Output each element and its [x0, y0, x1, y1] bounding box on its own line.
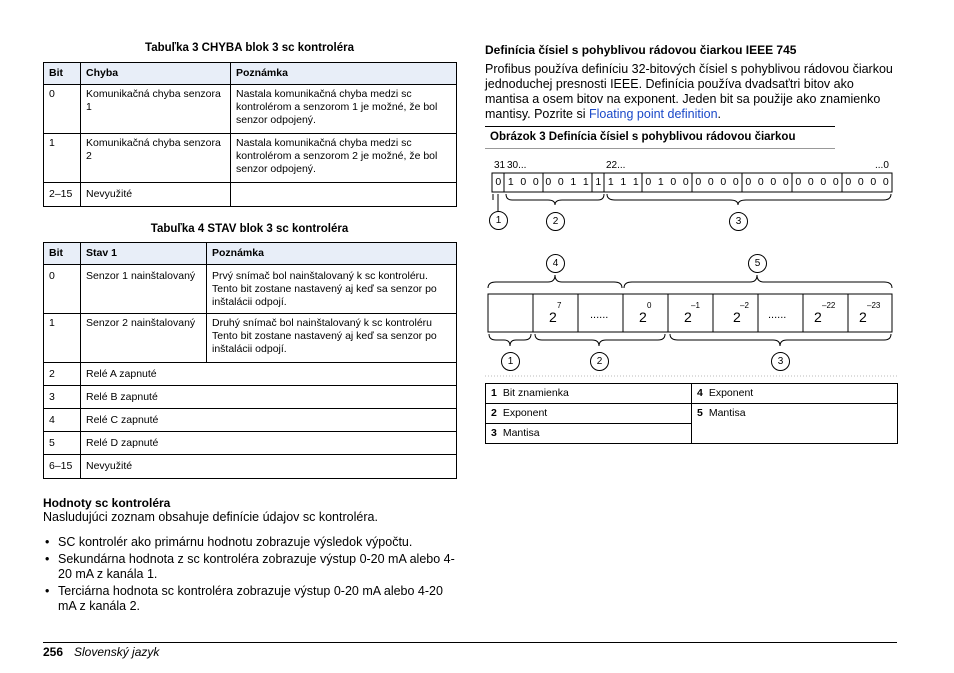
bit-cell: 0 — [832, 176, 839, 188]
callout-3-top: 3 — [729, 212, 748, 231]
values-heading: Hodnoty sc kontroléra — [43, 496, 171, 510]
table-cell: 1 — [44, 134, 81, 183]
callout-2-bottom: 2 — [590, 352, 609, 371]
ellipsis: ...... — [768, 309, 787, 321]
table-cell: 0 — [44, 265, 81, 314]
bit-cell: 0 — [732, 176, 739, 188]
table-cell: Senzor 2 nainštalovaný — [81, 314, 207, 363]
table-header-cell: Poznámka — [207, 243, 457, 265]
page-number: 256 — [43, 645, 64, 659]
legend-row — [486, 404, 898, 424]
bit-cell: 0 — [495, 176, 502, 188]
bit-cell: 0 — [870, 176, 877, 188]
exponent-value: –1 — [691, 301, 700, 310]
bit-cell: 0 — [807, 176, 814, 188]
table-cell: 2–15 — [44, 183, 81, 207]
bit-cell: 0 — [820, 176, 827, 188]
exponent-value: 7 — [557, 301, 562, 310]
table-header-cell: Bit — [44, 63, 81, 85]
bit-cell: 0 — [845, 176, 852, 188]
table-header-cell: Chyba — [81, 63, 231, 85]
ellipsis: ...... — [590, 309, 609, 321]
table-cell: Komunikačná chyba senzora 2 — [81, 134, 231, 183]
bit-cell: 0 — [795, 176, 802, 188]
figure-legend — [485, 383, 898, 444]
table-cell: 3 — [44, 386, 81, 409]
table-cell: 2 — [44, 363, 81, 386]
bit-cell: 0 — [757, 176, 764, 188]
bit-cell: 0 — [695, 176, 702, 188]
table-cell: Relé C zapnuté — [81, 409, 457, 432]
bit-cell: 1 — [595, 176, 602, 188]
table4-caption: Tabuľka 4 STAV blok 3 sc kontroléra — [150, 223, 349, 235]
legend-label: Exponent — [708, 387, 754, 399]
brace-mantissa-top — [607, 194, 891, 205]
table-cell: Relé A zapnuté — [81, 363, 457, 386]
floating-point-link[interactable]: Floating point definition — [588, 107, 718, 121]
bit-cell: 0 — [782, 176, 789, 188]
legend-number: 4 — [697, 387, 703, 399]
power-base: 2 — [639, 309, 647, 325]
bit-cell: 0 — [882, 176, 889, 188]
brace-exponent-top — [506, 194, 604, 205]
bit-cell: 1 — [570, 176, 577, 188]
legend-item — [692, 384, 898, 404]
table-header-cell: Poznámka — [231, 63, 457, 85]
callout-1-bottom: 1 — [501, 352, 520, 371]
legend-label: Mantisa — [708, 407, 746, 419]
table-cell: Nevyužité — [81, 455, 457, 479]
bit-cell: 0 — [720, 176, 727, 188]
table-cell: 6–15 — [44, 455, 81, 479]
bit-label-22: 22... — [606, 160, 626, 171]
list-item: • SC kontrolér ako primárnu hodnotu zobrazuje výsledok výpočtu. — [43, 535, 458, 550]
brace-mantissa-bottom — [670, 334, 891, 346]
bit-cell: 0 — [520, 176, 527, 188]
ieee-body-end: . — [717, 107, 722, 121]
brace-exponent-bottom — [535, 334, 665, 346]
legend-label: Exponent — [502, 407, 548, 419]
legend-number: 1 — [491, 387, 497, 399]
brace-sign-bottom — [489, 334, 531, 346]
table-cell: Nastala komunikačná chyba medzi sc kontrolérom a senzorom 1 je možné, že bol senzor odpojený. — [231, 85, 457, 134]
ieee-body-text: Profibus používa definíciu 32-bitových čísiel s pohyblivou rádovou čiarkou jednoduchej presnosti IEEE. Definícia používa dvadsaťtri bitov ako mantisa a osem bitov na exponent. Jeden bit sa použije ako znamienko mantisy. Pozrite si — [485, 62, 893, 121]
exponent-value: –2 — [740, 301, 749, 310]
bit-label-31: 31 — [494, 160, 506, 171]
table-cell: 4 — [44, 409, 81, 432]
table-cell: Druhý snímač bol nainštalovaný k sc kontroléru Tento bit zostane nastavený aj keď sa senzor po inštalácii odpojí. — [207, 314, 457, 363]
exponent-value: 0 — [647, 301, 652, 310]
table-cell: Senzor 1 nainštalovaný — [81, 265, 207, 314]
brace-mantissa-mid — [624, 275, 892, 288]
table-cell: Nevyužité — [81, 183, 231, 207]
table-cell: Nastala komunikačná chyba medzi sc kontrolérom a senzorom 2 je možné, že bol senzor odpojený. — [231, 134, 457, 183]
bit-cell: 0 — [682, 176, 689, 188]
legend-item — [486, 384, 692, 404]
power-base: 2 — [859, 309, 867, 325]
bit-cell: 0 — [532, 176, 539, 188]
bit-cell: 1 — [607, 176, 614, 188]
table-header-cell: Stav 1 — [81, 243, 207, 265]
power-base: 2 — [684, 309, 692, 325]
list-item: • Terciárna hodnota sc kontroléra zobrazuje výstup 0-20 mA alebo 4-20 mA z kanála 2. — [43, 584, 458, 614]
legend-label: Bit znamienka — [502, 387, 569, 399]
bit-cell: 1 — [632, 176, 639, 188]
bit-cell: 0 — [745, 176, 752, 188]
table-cell: Prvý snímač bol nainštalovaný k sc kontroléru. Tento bit zostane nastavený aj keď sa senzor po inštalácii odpojí. — [207, 265, 457, 314]
power-base: 2 — [733, 309, 741, 325]
bit-cell: 0 — [857, 176, 864, 188]
bit-cell: 0 — [707, 176, 714, 188]
list-item: • Sekundárna hodnota z sc kontroléra zobrazuje výstup 0-20 mA alebo 4-20 mA z kanála 1. — [43, 552, 458, 582]
bit-label-30: 30... — [507, 160, 527, 171]
legend-item — [692, 404, 898, 444]
ieee-heading: Definícia čísiel s pohyblivou rádovou čiarkou IEEE 745 — [485, 43, 797, 57]
table-cell: Relé D zapnuté — [81, 432, 457, 455]
callout-3-bottom: 3 — [771, 352, 790, 371]
callout-4-mid: 4 — [546, 254, 565, 273]
bit-cell: 0 — [545, 176, 552, 188]
bit-cell: 0 — [645, 176, 652, 188]
bit-cell: 0 — [557, 176, 564, 188]
callout-2-top: 2 — [546, 212, 565, 231]
brace-exponent-mid — [488, 275, 622, 288]
legend-item — [486, 404, 692, 424]
bit-label-0: ...0 — [875, 160, 889, 171]
table-header-cell: Bit — [44, 243, 81, 265]
legend-row — [486, 384, 898, 404]
table3-caption: Tabuľka 3 CHYBA blok 3 sc kontroléra — [145, 42, 354, 54]
footer-rule — [43, 642, 897, 643]
power-base: 2 — [814, 309, 822, 325]
table-cell: 5 — [44, 432, 81, 455]
legend-number: 3 — [491, 427, 497, 439]
callout-1-top: 1 — [489, 211, 508, 230]
bit-cell: 0 — [670, 176, 677, 188]
bit-cell: 1 — [582, 176, 589, 188]
bit-cell: 1 — [657, 176, 664, 188]
table-cell: Relé B zapnuté — [81, 386, 457, 409]
figure-caption: Obrázok 3 Definícia čísiel s pohyblivou rádovou čiarkou — [490, 131, 796, 143]
values-intro: Nasludujúci zoznam obsahuje definície údajov sc kontroléra. — [43, 510, 378, 524]
power-base: 2 — [549, 309, 557, 325]
table-cell: Komunikačná chyba senzora 1 — [81, 85, 231, 134]
table-cell: 0 — [44, 85, 81, 134]
legend-item — [486, 424, 692, 444]
bit-cell: 0 — [770, 176, 777, 188]
footer-language: Slovenský jazyk — [74, 645, 160, 659]
exponent-value: –23 — [867, 301, 881, 310]
legend-number: 5 — [697, 407, 703, 419]
legend-number: 2 — [491, 407, 497, 419]
bit-cell: 1 — [507, 176, 514, 188]
legend-label: Mantisa — [502, 427, 540, 439]
bit-cell: 1 — [620, 176, 627, 188]
callout-5-mid: 5 — [748, 254, 767, 273]
table-cell: 1 — [44, 314, 81, 363]
exponent-value: –22 — [822, 301, 836, 310]
